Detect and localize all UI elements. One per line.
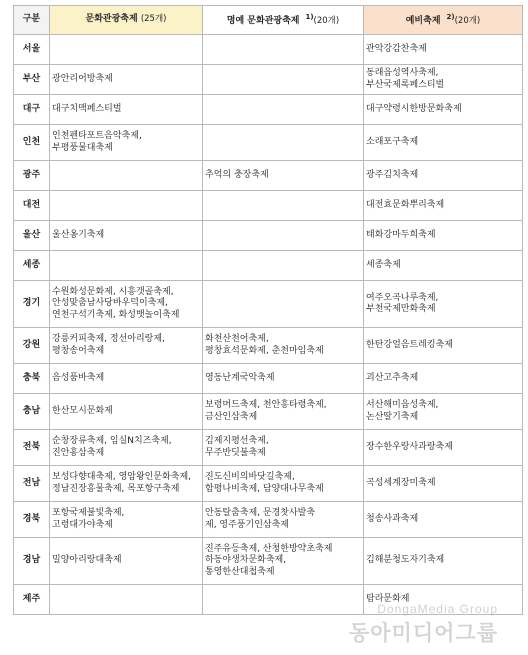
header-honor-title: 명예 문화관광축제 [226,16,300,27]
festival-name: 관악강감찬축제 [366,43,427,54]
region-cell: 제주 [14,585,50,615]
festival-name: 동래읍성역사축제, [366,68,439,78]
honor-cell [203,125,364,161]
festival-name: 부산국제록페스티벌 [366,79,445,90]
festival-name: 태화강마두희축제 [366,229,436,240]
prelim-cell [364,502,523,538]
honor-cell [203,430,364,466]
honor-cell [203,191,364,221]
honor-cell [203,466,364,502]
honor-cell [203,585,364,615]
table-row [14,538,523,585]
prelim-cell [364,364,523,394]
region-cell: 울산 [14,221,50,251]
festival-name: 장수한우랑사과랑축제 [366,441,453,452]
prelim-cell [364,394,523,430]
table-row [14,95,523,125]
honor-cell [203,161,364,191]
festival-name: 부평풍물대축제 [52,142,113,153]
festival-name: 한탄강얼음트레킹축제 [366,339,453,350]
festival-name: 금산인삼축제 [205,411,258,422]
culture-cell [50,364,203,394]
culture-cell [50,281,203,328]
prelim-cell [364,35,523,65]
region-cell: 대구 [14,95,50,125]
culture-cell [50,95,203,125]
region-cell: 전북 [14,430,50,466]
region-cell: 경기 [14,281,50,328]
region-cell: 인천 [14,125,50,161]
watermark-english: DongaMedia Group [377,602,498,616]
prelim-cell [364,95,523,125]
honor-cell [203,251,364,281]
prelim-cell [364,466,523,502]
honor-cell [203,65,364,95]
region-cell: 경남 [14,538,50,585]
festival-name: 음성품바축제 [52,372,105,383]
festival-name: 부천국제만화축제 [366,304,436,314]
culture-cell [50,221,203,251]
header-culture-title: 문화관광축제 [85,14,138,25]
honor-cell [203,35,364,65]
table-row [14,191,523,221]
festival-name: 대전효문화뿌리축제 [366,199,445,210]
table-row [14,281,523,328]
honor-cell [203,281,364,328]
culture-cell [50,328,203,364]
festival-name: 화천산천어축제, [205,334,269,344]
table-row [14,65,523,95]
honor-cell [203,95,364,125]
culture-cell [50,35,203,65]
festival-name: 울산옹기축제 [52,229,105,240]
festival-name: 제, 영주풍기인삼축제 [205,519,289,530]
festival-name: 김해분청도자기축제 [366,555,445,566]
culture-cell [50,125,203,161]
festival-name: 대구약령시한방문화축제 [366,103,462,114]
festival-name: 영동난계국악축제 [205,372,275,383]
festival-name: 청송사과축제 [366,513,419,524]
festival-name: 인천펜타포트음악축제, [52,131,142,141]
prelim-cell [364,161,523,191]
table-row [14,502,523,538]
festival-name: 괴산고추축제 [366,372,419,383]
festival-name: 진도신비의바닷길축제, [205,472,295,482]
culture-cell [50,251,203,281]
table-body [14,35,523,615]
region-cell: 전남 [14,466,50,502]
table-row [14,364,523,394]
region-cell: 충북 [14,364,50,394]
honor-cell [203,328,364,364]
festival-name: 소래포구축제 [366,136,419,147]
region-cell: 서울 [14,35,50,65]
prelim-cell [364,328,523,364]
festival-name: 보성다향대축제, 영암왕인문화축제, [52,472,191,482]
prelim-cell [364,430,523,466]
honor-cell [203,394,364,430]
region-cell: 강원 [14,328,50,364]
culture-cell [50,161,203,191]
festival-name: 추억의 충장축제 [205,169,269,180]
festival-name: 세종축제 [366,259,401,270]
festival-name: 진주유등축제, 산청한방약초축제 [205,543,333,554]
festival-name: 한산모시문화제 [52,405,113,416]
table-header-row [14,6,523,35]
prelim-cell [364,281,523,328]
prelim-cell [364,191,523,221]
culture-cell [50,394,203,430]
table-row [14,221,523,251]
table-row [14,35,523,65]
header-honor-festival [203,6,364,35]
festival-name: 수원화성문화제, 시흥갯골축제, [52,286,174,297]
prelim-cell [364,251,523,281]
festival-name: 여주오곡나루축제, [366,292,439,303]
table-row [14,466,523,502]
region-cell: 광주 [14,161,50,191]
honor-cell [203,502,364,538]
header-prelim-title: 예비축제 [405,16,441,27]
festival-name: 밀양아리랑대축제 [52,555,122,566]
festival-name: 보령머드축제, 천안흥타령축제, [205,400,327,410]
festival-name: 광주김치축제 [366,169,419,180]
header-region: 구분 [14,6,50,35]
region-cell: 충남 [14,394,50,430]
festival-name: 진안홍삼축제 [52,447,105,458]
festival-name: 함평나비축제, 담양대나무축제 [205,483,324,494]
table-row [14,328,523,364]
festival-name: 강릉커피축제, 정선아리랑제, [52,334,165,344]
festival-name: 탐라문화제 [366,593,410,604]
table-row [14,251,523,281]
culture-cell [50,65,203,95]
region-cell: 대전 [14,191,50,221]
header-honor-count: (20개) [313,16,340,27]
region-cell: 부산 [14,65,50,95]
festival-name: 평창송어축제 [52,345,105,356]
header-honor-note: 1) [305,13,314,22]
table-row [14,161,523,191]
culture-cell [50,466,203,502]
region-cell: 경북 [14,502,50,538]
table-row [14,394,523,430]
prelim-cell [364,585,523,615]
festival-name: 서산해미읍성축제, [366,400,439,410]
festival-name: 순창장류축제, 임실N치즈축제, [52,436,172,446]
festival-name: 하동야생차문화축제, [205,555,287,566]
honor-cell [203,364,364,394]
culture-cell [50,191,203,221]
header-culture-count: (25개) [140,14,167,25]
culture-cell [50,585,203,615]
festival-name: 정남진장흥물축제, 목포항구축제 [52,483,180,494]
region-cell: 세종 [14,251,50,281]
header-prelim-festival [364,6,523,35]
honor-cell [203,538,364,585]
festival-name: 안동탈춤축제, 문경찻사발축 [205,508,316,518]
table-row [14,430,523,466]
header-prelim-count: (20개) [454,16,481,27]
festival-name: 연천구석기축제, 화성뱃놀이축제 [52,309,180,320]
watermark-korean: 동아미디어그룹 [348,621,498,645]
prelim-cell [364,125,523,161]
festival-name: 통영한산대첩축제 [205,566,275,577]
festival-name: 무주반딧불축제 [205,447,266,458]
festival-table [13,5,523,615]
festival-name: 평창효석문화제, 춘천마임축제 [205,345,324,356]
table-row [14,585,523,615]
table-row [14,125,523,161]
festival-name: 안성맞춤남사당바우덕이축제, [52,298,168,309]
prelim-cell [364,65,523,95]
prelim-cell [364,538,523,585]
honor-cell [203,221,364,251]
header-prelim-note: 2) [446,13,455,22]
culture-cell [50,502,203,538]
festival-name: 포항국제불빛축제, [52,508,125,518]
culture-cell [50,538,203,585]
festival-name: 고령대가야축제 [52,519,113,530]
festival-name: 논산딸기축제 [366,411,419,422]
culture-cell [50,430,203,466]
festival-name: 김제지평선축제, [205,436,269,446]
festival-name: 광안리어방축제 [52,73,113,84]
header-culture-festival [50,6,203,35]
festival-name: 대구치맥페스티벌 [52,103,122,114]
festival-name: 곡성세계장미축제 [366,477,436,488]
prelim-cell [364,221,523,251]
